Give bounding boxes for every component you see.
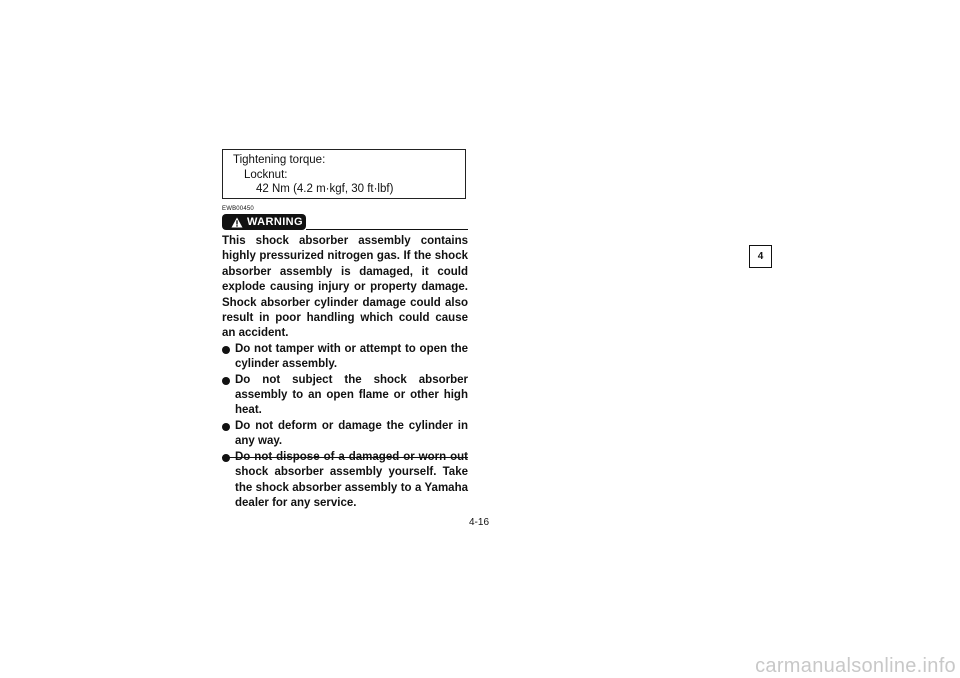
torque-part: Locknut: <box>244 168 288 181</box>
warning-top-rule <box>306 229 468 230</box>
warning-bottom-rule <box>222 457 468 458</box>
page-number: 4-16 <box>469 517 490 528</box>
chapter-tab: 4 <box>749 245 772 268</box>
bullet-icon <box>222 346 230 354</box>
warning-list <box>222 342 468 511</box>
list-item-text: Do not dispose of a damaged or worn out shock absorber assembly yourself. Take the shock absorber assembly to a Yamaha dealer for any service. <box>235 450 468 509</box>
list-item-text: Do not deform or damage the cylinder in any way. <box>235 419 468 448</box>
watermark: carmanualsonline.info <box>755 655 956 677</box>
bullet-icon <box>222 423 230 431</box>
warning-triangle-icon <box>231 217 243 228</box>
warning-content <box>222 234 468 511</box>
list-item <box>222 450 468 512</box>
list-item <box>222 342 468 373</box>
torque-value: 42 Nm (4.2 m·kgf, 30 ft·lbf) <box>256 183 394 195</box>
bullet-icon <box>222 377 230 385</box>
warning-body: This shock absorber assembly contains highly pressurized nitrogen gas. If the shock absorber assembly is damaged, it could explode causing injury or property damage. Shock absorber cylinder damage could also result in poor handling which could cause an accident. <box>222 235 468 340</box>
list-item-text: Do not tamper with or attempt to open the cylinder assembly. <box>235 342 468 371</box>
list-item-text: Do not subject the shock absorber assembly to an open flame or other high heat. <box>235 373 468 417</box>
list-item <box>222 373 468 419</box>
list-item <box>222 419 468 450</box>
torque-spec-box <box>222 149 466 199</box>
warning-code: EWB00450 <box>222 206 254 212</box>
torque-title: Tightening torque: <box>233 154 326 166</box>
warning-label: WARNING <box>247 216 303 228</box>
warning-badge <box>222 214 306 230</box>
